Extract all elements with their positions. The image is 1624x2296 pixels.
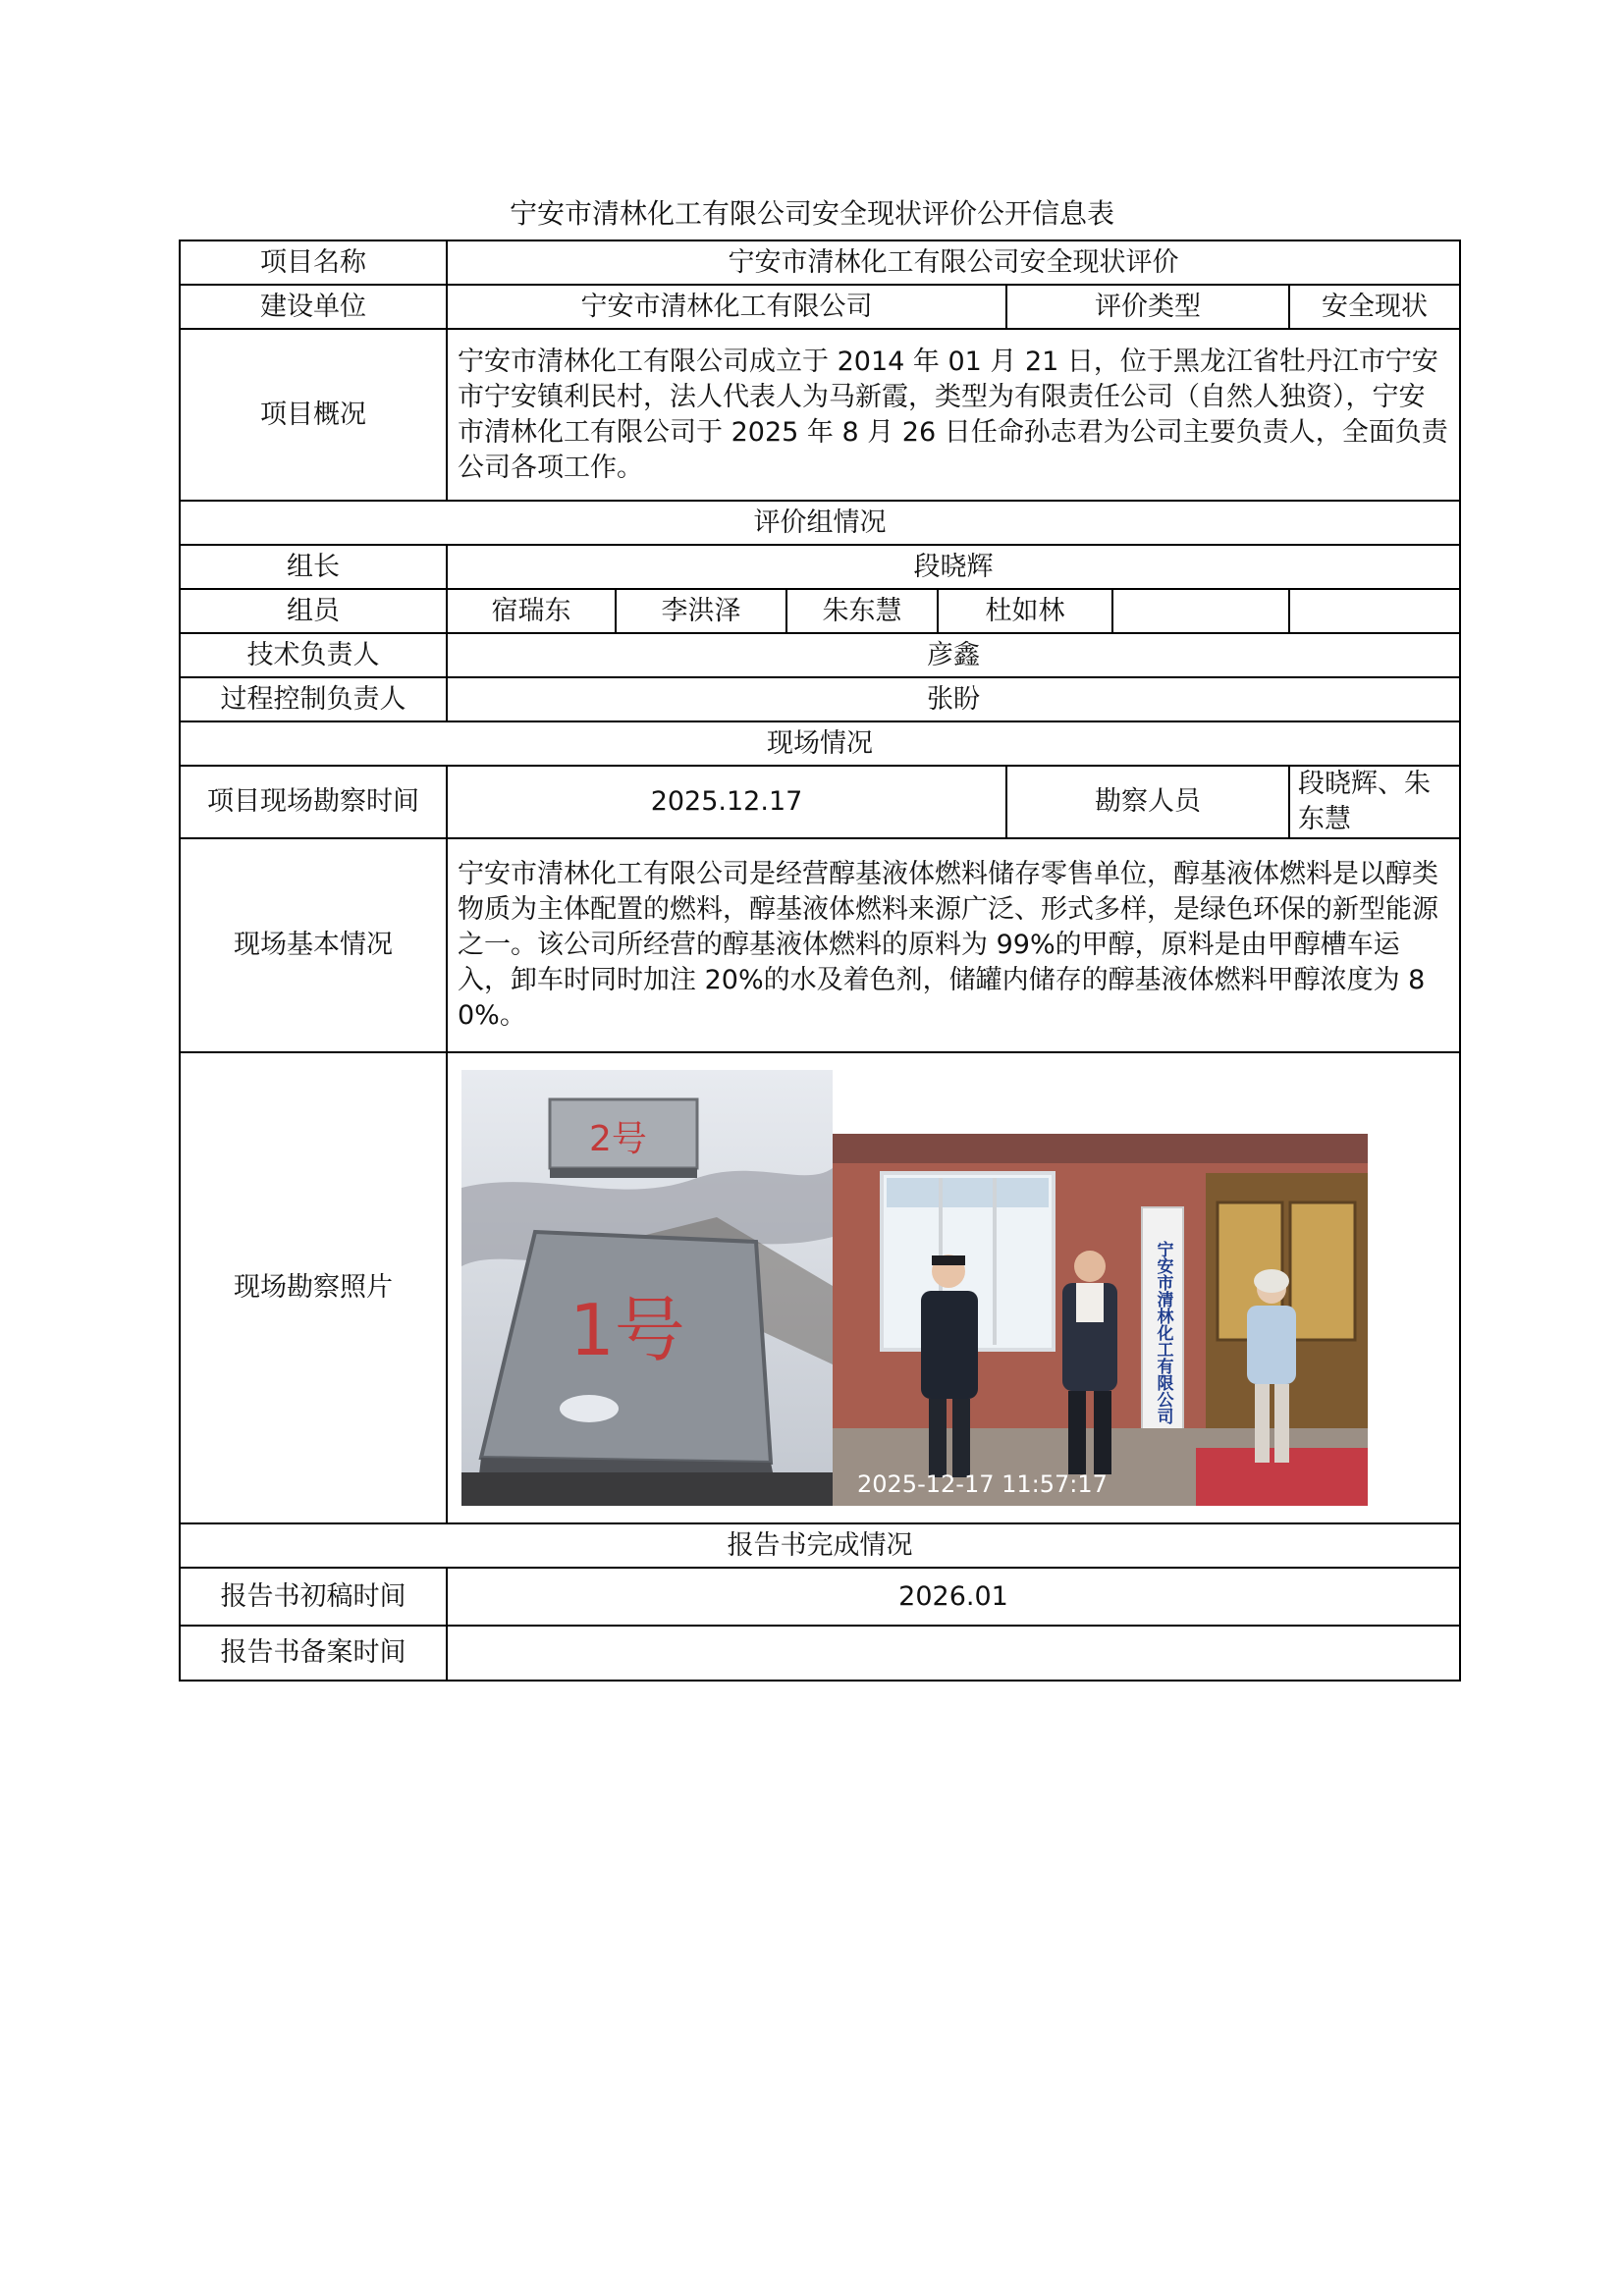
overview-text: 宁安市清林化工有限公司成立于 2014 年 01 月 21 日，位于黑龙江省牡丹江市宁安市宁安镇利民村，法人代表人为马新霞，类型为有限责任公司（自然人独资），宁安市清林化工有限公司于 2025 年 8 月 26 日任命孙志君为公司主要负责人，全面负责公司各项工作。 [447,329,1460,501]
member-cell [1112,589,1289,633]
row-leader [180,545,1460,589]
tank-cover-photo [461,1070,833,1506]
draft-value: 2026.01 [447,1568,1460,1626]
process-value: 张盼 [447,677,1460,721]
filing-label: 报告书备案时间 [180,1626,447,1681]
company-sign-text: 宁安市清林化工有限公司 [1153,1240,1173,1424]
member-cell: 宿瑞东 [447,589,616,633]
project-name-label: 项目名称 [180,240,447,285]
row-builder [180,285,1460,329]
row-photos [180,1052,1460,1523]
tank-label-1: 1号 [569,1289,685,1371]
site-section-title: 现场情况 [180,721,1460,766]
row-members [180,589,1460,633]
row-filing [180,1626,1460,1681]
leader-value: 段晓辉 [447,545,1460,589]
row-site-basic [180,838,1460,1052]
builder-label: 建设单位 [180,285,447,329]
row-report-section [180,1523,1460,1568]
member-cell: 杜如林 [938,589,1112,633]
team-at-gate-photo-drawing [833,1134,1368,1506]
evaluation-type-label: 评价类型 [1006,285,1289,329]
report-section-title: 报告书完成情况 [180,1523,1460,1568]
photo-timestamp: 2025-12-17 11:57:17 [857,1470,1108,1498]
tank-label-2: 2号 [589,1119,647,1159]
draft-label: 报告书初稿时间 [180,1568,447,1626]
row-process [180,677,1460,721]
process-label: 过程控制负责人 [180,677,447,721]
member-cell: 李洪泽 [616,589,786,633]
row-overview [180,329,1460,501]
team-section-title: 评价组情况 [180,501,1460,545]
member-cell [1289,589,1460,633]
row-site-section [180,721,1460,766]
leader-label: 组长 [180,545,447,589]
tech-label: 技术负责人 [180,633,447,677]
surveyors-value: 段晓辉、朱东慧 [1289,766,1460,838]
member-cell: 朱东慧 [786,589,938,633]
info-table [179,240,1461,1682]
row-project-name [180,240,1460,285]
tech-value: 彦鑫 [447,633,1460,677]
site-photos-cell [447,1052,1460,1523]
builder-value: 宁安市清林化工有限公司 [447,285,1006,329]
overview-label: 项目概况 [180,329,447,501]
tank-cover-photo-drawing [461,1070,833,1506]
survey-time-value: 2025.12.17 [447,766,1006,838]
row-team-section [180,501,1460,545]
row-tech [180,633,1460,677]
survey-time-label: 项目现场勘察时间 [180,766,447,838]
team-at-gate-photo [833,1134,1368,1506]
members-label: 组员 [180,589,447,633]
filing-value [447,1626,1460,1681]
project-name-value: 宁安市清林化工有限公司安全现状评价 [447,240,1460,285]
evaluation-type-value: 安全现状 [1289,285,1460,329]
site-basic-label: 现场基本情况 [180,838,447,1052]
site-basic-text: 宁安市清林化工有限公司是经营醇基液体燃料储存零售单位，醇基液体燃料是以醇类物质为主体配置的燃料，醇基液体燃料来源广泛、形式多样，是绿色环保的新型能源之一。该公司所经营的醇基液体燃料的原料为 99%的甲醇，原料是由甲醇槽车运入，卸车时同时加注 20%的水及着色剂，储罐内储存的醇基液体燃料甲醇浓度为 80%。 [447,838,1460,1052]
site-photos-label: 现场勘察照片 [180,1052,447,1523]
row-survey [180,766,1460,838]
row-draft [180,1568,1460,1626]
document-title: 宁安市清林化工有限公司安全现状评价公开信息表 [509,197,1114,230]
surveyors-label: 勘察人员 [1006,766,1289,838]
